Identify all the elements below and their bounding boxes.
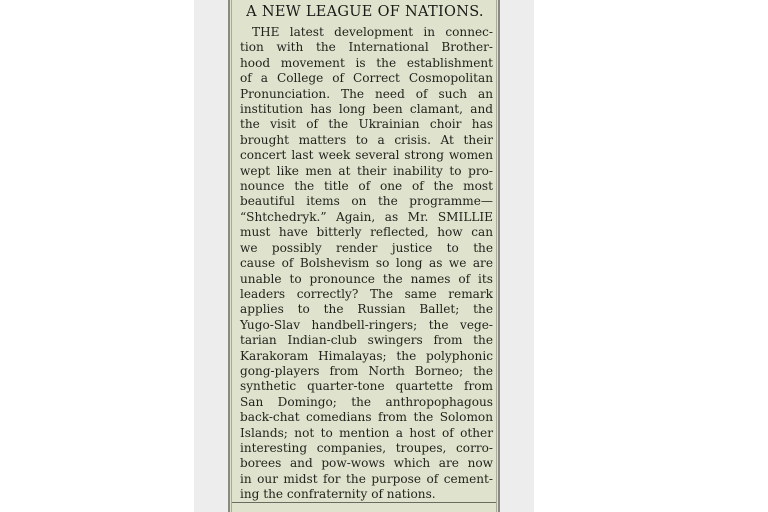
- article-line: the visit of the Ukrainian choir has: [240, 117, 493, 132]
- article-line: “Shtchedryk.” Again, as Mr. SMILLIE: [240, 209, 493, 224]
- article-line: ing the confraternity of nations.: [240, 487, 436, 502]
- article-line: concert last week several strong women: [240, 148, 493, 163]
- article-line: unable to pronounce the names of its: [240, 271, 493, 286]
- article-line: nounce the title of one of the most: [240, 179, 493, 194]
- article-line: brought matters to a crisis. At their: [240, 132, 493, 147]
- article-line: San Domingo; the anthropophagous: [240, 394, 493, 409]
- article-headline: A NEW LEAGUE OF NATIONS.: [246, 4, 484, 20]
- article-line: hood movement is the establishment: [240, 55, 493, 70]
- article-line: borees and pow-wows which are now: [240, 456, 493, 471]
- column-rule-left: [231, 0, 232, 512]
- article-line: Islands; not to mention a host of other: [240, 425, 493, 440]
- article-line: leaders correctly? The same remark: [240, 286, 493, 301]
- article-line: of a College of Correct Cosmopolitan: [240, 71, 493, 86]
- article-line: we possibly render justice to the: [240, 240, 493, 255]
- article-line: Karakoram Himalayas; the polyphonic: [240, 348, 493, 363]
- article-line: applies to the Russian Ballet; the: [240, 302, 493, 317]
- article-line: gong-players from North Borneo; the: [240, 363, 493, 378]
- article-line: THE latest development in connec-: [252, 25, 493, 39]
- article-line: tion with the International Brother-: [240, 40, 493, 55]
- bottom-rule: [232, 502, 496, 503]
- article-line: in our midst for the purpose of cement-: [240, 471, 493, 486]
- article-line: must have bitterly reflected, how can: [240, 225, 493, 240]
- article-line: beautiful items on the programme—: [240, 194, 493, 209]
- article-line: wept like men at their inability to pro-: [240, 163, 493, 178]
- article-line: Pronunciation. The need of such an: [240, 86, 493, 101]
- article-line: institution has long been clamant, and: [240, 102, 493, 117]
- article-line: synthetic quarter-tone quartette from: [240, 379, 493, 394]
- article-line: back-chat comedians from the Solomon: [240, 410, 493, 425]
- column-rule-right: [496, 0, 497, 512]
- article-line: interesting companies, troupes, corro-: [240, 440, 493, 455]
- article-line: cause of Bolshevism so long as we are: [240, 256, 493, 271]
- article-line: tarian Indian-club swingers from the: [240, 333, 493, 348]
- article-body: [240, 25, 493, 503]
- article-line: Yugo-Slav handbell-ringers; the vege-: [240, 317, 493, 332]
